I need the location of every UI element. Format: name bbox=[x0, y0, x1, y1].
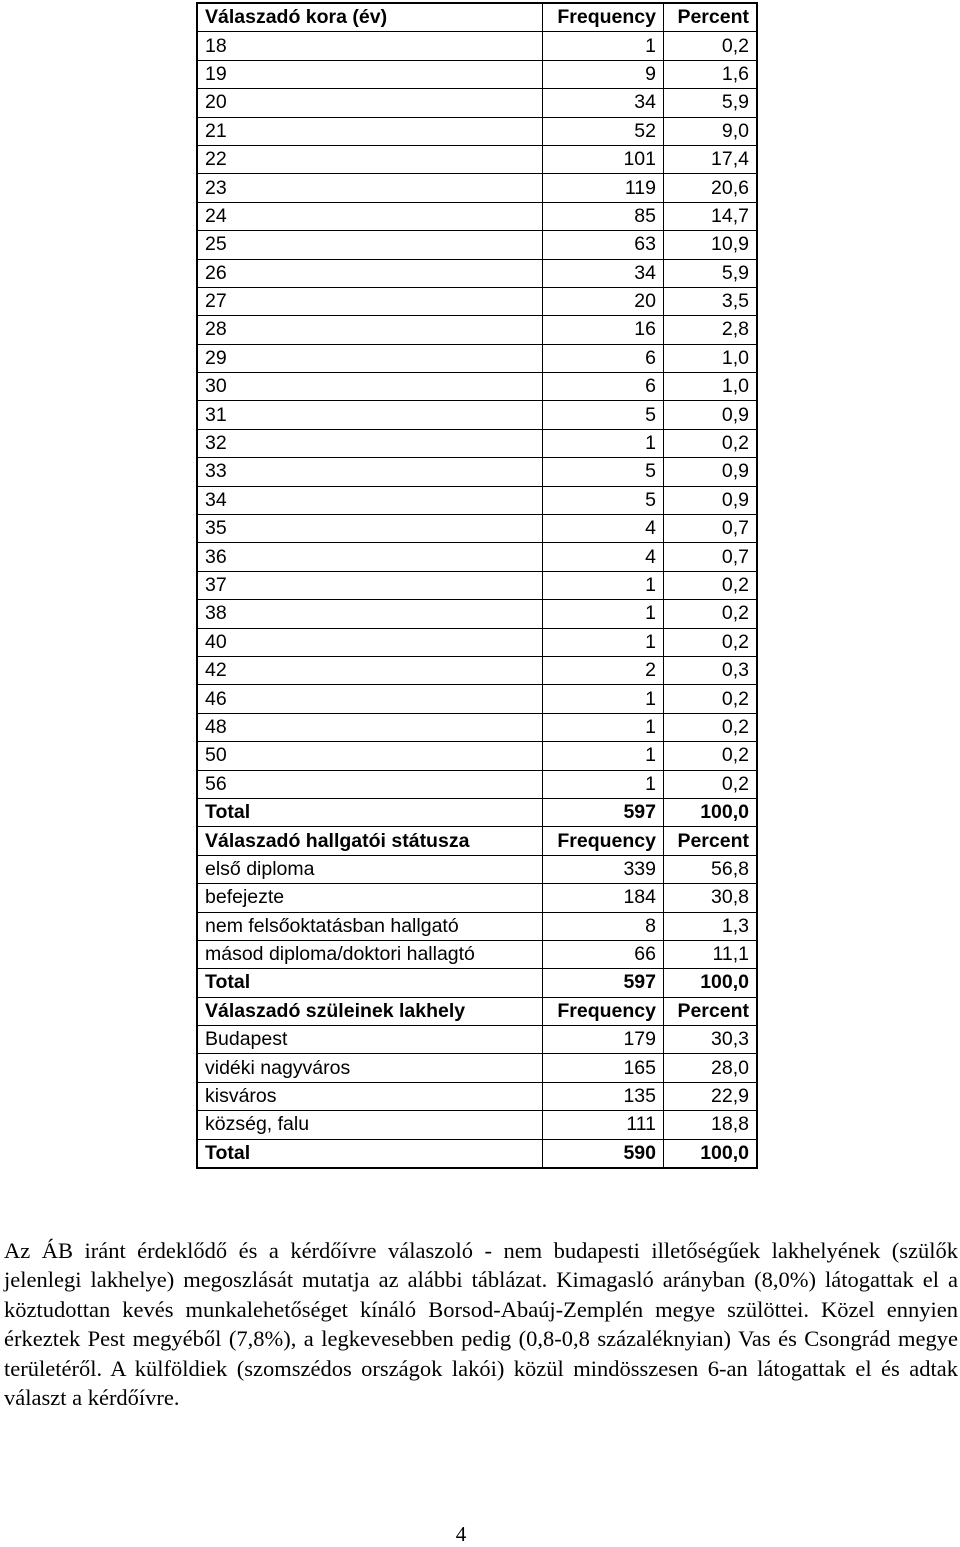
category-cell: 20 bbox=[197, 89, 543, 117]
table-row bbox=[197, 1026, 757, 1054]
frequency-cell: 66 bbox=[543, 940, 664, 968]
percent-cell: 100,0 bbox=[664, 969, 758, 997]
table-row bbox=[197, 656, 757, 684]
category-cell: 21 bbox=[197, 117, 543, 145]
frequency-cell: 111 bbox=[543, 1111, 664, 1139]
percent-cell: 0,2 bbox=[664, 713, 758, 741]
frequency-cell: 34 bbox=[543, 259, 664, 287]
frequency-cell: 5 bbox=[543, 486, 664, 514]
table-row bbox=[197, 458, 757, 486]
percent-cell: 5,9 bbox=[664, 89, 758, 117]
category-cell: másod diploma/doktori hallagtó bbox=[197, 940, 543, 968]
frequency-cell: 1 bbox=[543, 32, 664, 60]
category-cell: Válaszadó hallgatói státusza bbox=[197, 827, 543, 855]
category-cell: vidéki nagyváros bbox=[197, 1054, 543, 1082]
category-cell: 27 bbox=[197, 287, 543, 315]
frequency-cell: 6 bbox=[543, 373, 664, 401]
table-row bbox=[197, 344, 757, 372]
category-cell: 29 bbox=[197, 344, 543, 372]
table-row bbox=[197, 486, 757, 514]
category-cell: 23 bbox=[197, 174, 543, 202]
percent-cell: 5,9 bbox=[664, 259, 758, 287]
frequency-cell: 16 bbox=[543, 316, 664, 344]
frequency-cell: 4 bbox=[543, 515, 664, 543]
table-row bbox=[197, 1054, 757, 1082]
category-cell: 46 bbox=[197, 685, 543, 713]
percent-cell: 30,3 bbox=[664, 1026, 758, 1054]
percent-cell: 0,9 bbox=[664, 401, 758, 429]
category-cell: Budapest bbox=[197, 1026, 543, 1054]
percent-cell: 0,3 bbox=[664, 656, 758, 684]
table-row bbox=[197, 628, 757, 656]
category-cell: 40 bbox=[197, 628, 543, 656]
percent-cell: 0,2 bbox=[664, 770, 758, 798]
frequency-cell: 1 bbox=[543, 628, 664, 656]
category-cell: 18 bbox=[197, 32, 543, 60]
frequency-cell: 119 bbox=[543, 174, 664, 202]
table-row bbox=[197, 231, 757, 259]
percent-cell: 0,2 bbox=[664, 742, 758, 770]
category-cell: 30 bbox=[197, 373, 543, 401]
table-row bbox=[197, 373, 757, 401]
frequency-cell: 2 bbox=[543, 656, 664, 684]
frequency-cell: 63 bbox=[543, 231, 664, 259]
table-row bbox=[197, 32, 757, 60]
table-row bbox=[197, 259, 757, 287]
table-row bbox=[197, 316, 757, 344]
frequency-cell: 1 bbox=[543, 713, 664, 741]
category-cell: 48 bbox=[197, 713, 543, 741]
frequency-cell: 1 bbox=[543, 571, 664, 599]
percent-cell: 56,8 bbox=[664, 855, 758, 883]
paragraph: Az ÁB iránt érdeklődő és a kérdőívre válaszoló - nem budapesti illetőségűek lakhelyének (szülők jelenlegi lakhelye) megoszlását mutatja az alábbi táblázat. Kimagasló arányban (8,0%) látogattak el a köztudottan kevés munkalehetőséget kínáló Borsod-Abaúj-Zemplén megye szülöttei. Közel ennyien érkeztek Pest megyéből (7,8%), a legkevesebben pedig (0,8-0,8 százaléknyian) Vas és Csongrád megye területéről. A külföldiek (szomszédos országok lakói) közül mindösszesen 6-an látogattak el és adtak választ a kérdőívre. bbox=[4, 1238, 958, 1411]
table-header-row bbox=[197, 827, 757, 855]
category-cell: Válaszadó kora (év) bbox=[197, 3, 543, 32]
frequency-cell: 597 bbox=[543, 969, 664, 997]
category-cell: Total bbox=[197, 798, 543, 826]
percent-cell: 20,6 bbox=[664, 174, 758, 202]
frequency-cell: 5 bbox=[543, 458, 664, 486]
percent-cell: 18,8 bbox=[664, 1111, 758, 1139]
percent-cell: 0,9 bbox=[664, 458, 758, 486]
table-row bbox=[197, 1111, 757, 1139]
percent-cell: 2,8 bbox=[664, 316, 758, 344]
percent-cell: 14,7 bbox=[664, 202, 758, 230]
percent-cell: 1,6 bbox=[664, 60, 758, 88]
percent-cell: 30,8 bbox=[664, 884, 758, 912]
table-header-row bbox=[197, 997, 757, 1025]
category-cell: 25 bbox=[197, 231, 543, 259]
table-row bbox=[197, 685, 757, 713]
frequency-cell: 339 bbox=[543, 855, 664, 883]
category-cell: 19 bbox=[197, 60, 543, 88]
frequency-cell: 597 bbox=[543, 798, 664, 826]
category-cell: 22 bbox=[197, 145, 543, 173]
table-row bbox=[197, 713, 757, 741]
category-cell: 56 bbox=[197, 770, 543, 798]
category-cell: 34 bbox=[197, 486, 543, 514]
percent-cell: 100,0 bbox=[664, 1139, 758, 1168]
frequency-cell: Frequency bbox=[543, 827, 664, 855]
category-cell: 26 bbox=[197, 259, 543, 287]
frequency-cell: 1 bbox=[543, 742, 664, 770]
table-row bbox=[197, 742, 757, 770]
frequency-cell: 8 bbox=[543, 912, 664, 940]
table-row bbox=[197, 287, 757, 315]
frequency-cell: 4 bbox=[543, 543, 664, 571]
percent-cell: 9,0 bbox=[664, 117, 758, 145]
percent-cell: 1,3 bbox=[664, 912, 758, 940]
frequency-cell: 184 bbox=[543, 884, 664, 912]
frequency-cell: 5 bbox=[543, 401, 664, 429]
frequency-cell: 20 bbox=[543, 287, 664, 315]
percent-cell: 11,1 bbox=[664, 940, 758, 968]
percent-cell: Percent bbox=[664, 3, 758, 32]
statistics-table bbox=[196, 2, 758, 1169]
category-cell: első diploma bbox=[197, 855, 543, 883]
table-row bbox=[197, 89, 757, 117]
table-total-row bbox=[197, 1139, 757, 1168]
page-number: 4 bbox=[455, 1522, 467, 1546]
frequency-cell: 6 bbox=[543, 344, 664, 372]
percent-cell: 0,7 bbox=[664, 515, 758, 543]
table-row bbox=[197, 515, 757, 543]
category-cell: 35 bbox=[197, 515, 543, 543]
table-row bbox=[197, 855, 757, 883]
percent-cell: 22,9 bbox=[664, 1082, 758, 1110]
table-row bbox=[197, 174, 757, 202]
table-row bbox=[197, 117, 757, 145]
category-cell: befejezte bbox=[197, 884, 543, 912]
body-text bbox=[4, 1236, 958, 1412]
table-total-row bbox=[197, 969, 757, 997]
category-cell: Total bbox=[197, 1139, 543, 1168]
category-cell: Válaszadó szüleinek lakhely bbox=[197, 997, 543, 1025]
table-total-row bbox=[197, 798, 757, 826]
percent-cell: Percent bbox=[664, 827, 758, 855]
category-cell: 24 bbox=[197, 202, 543, 230]
frequency-cell: 179 bbox=[543, 1026, 664, 1054]
table-row bbox=[197, 202, 757, 230]
frequency-cell: 1 bbox=[543, 429, 664, 457]
frequency-cell: 1 bbox=[543, 685, 664, 713]
percent-cell: 0,2 bbox=[664, 685, 758, 713]
category-cell: nem felsőoktatásban hallgató bbox=[197, 912, 543, 940]
category-cell: 37 bbox=[197, 571, 543, 599]
percent-cell: Percent bbox=[664, 997, 758, 1025]
table-row bbox=[197, 571, 757, 599]
category-cell: 42 bbox=[197, 656, 543, 684]
percent-cell: 0,2 bbox=[664, 429, 758, 457]
category-cell: 31 bbox=[197, 401, 543, 429]
percent-cell: 0,2 bbox=[664, 628, 758, 656]
category-cell: 50 bbox=[197, 742, 543, 770]
percent-cell: 0,9 bbox=[664, 486, 758, 514]
category-cell: község, falu bbox=[197, 1111, 543, 1139]
category-cell: Total bbox=[197, 969, 543, 997]
table-header-row bbox=[197, 3, 757, 32]
percent-cell: 0,2 bbox=[664, 600, 758, 628]
frequency-cell: 590 bbox=[543, 1139, 664, 1168]
frequency-cell: 52 bbox=[543, 117, 664, 145]
table-row bbox=[197, 60, 757, 88]
category-cell: 32 bbox=[197, 429, 543, 457]
frequency-cell: 9 bbox=[543, 60, 664, 88]
table-row bbox=[197, 912, 757, 940]
table-row bbox=[197, 429, 757, 457]
table-row bbox=[197, 145, 757, 173]
category-cell: 33 bbox=[197, 458, 543, 486]
category-cell: 28 bbox=[197, 316, 543, 344]
percent-cell: 3,5 bbox=[664, 287, 758, 315]
frequency-cell: Frequency bbox=[543, 997, 664, 1025]
table-row bbox=[197, 401, 757, 429]
frequency-cell: Frequency bbox=[543, 3, 664, 32]
table-row bbox=[197, 884, 757, 912]
percent-cell: 100,0 bbox=[664, 798, 758, 826]
frequency-cell: 1 bbox=[543, 770, 664, 798]
frequency-cell: 135 bbox=[543, 1082, 664, 1110]
statistics-table-body bbox=[197, 3, 757, 1168]
percent-cell: 28,0 bbox=[664, 1054, 758, 1082]
frequency-cell: 101 bbox=[543, 145, 664, 173]
percent-cell: 0,2 bbox=[664, 32, 758, 60]
table-row bbox=[197, 600, 757, 628]
frequency-cell: 165 bbox=[543, 1054, 664, 1082]
frequency-cell: 85 bbox=[543, 202, 664, 230]
table-row bbox=[197, 770, 757, 798]
percent-cell: 0,2 bbox=[664, 571, 758, 599]
frequency-cell: 1 bbox=[543, 600, 664, 628]
frequency-cell: 34 bbox=[543, 89, 664, 117]
table-row bbox=[197, 543, 757, 571]
percent-cell: 0,7 bbox=[664, 543, 758, 571]
category-cell: kisváros bbox=[197, 1082, 543, 1110]
category-cell: 36 bbox=[197, 543, 543, 571]
percent-cell: 1,0 bbox=[664, 373, 758, 401]
category-cell: 38 bbox=[197, 600, 543, 628]
percent-cell: 17,4 bbox=[664, 145, 758, 173]
percent-cell: 1,0 bbox=[664, 344, 758, 372]
table-row bbox=[197, 1082, 757, 1110]
table-row bbox=[197, 940, 757, 968]
percent-cell: 10,9 bbox=[664, 231, 758, 259]
